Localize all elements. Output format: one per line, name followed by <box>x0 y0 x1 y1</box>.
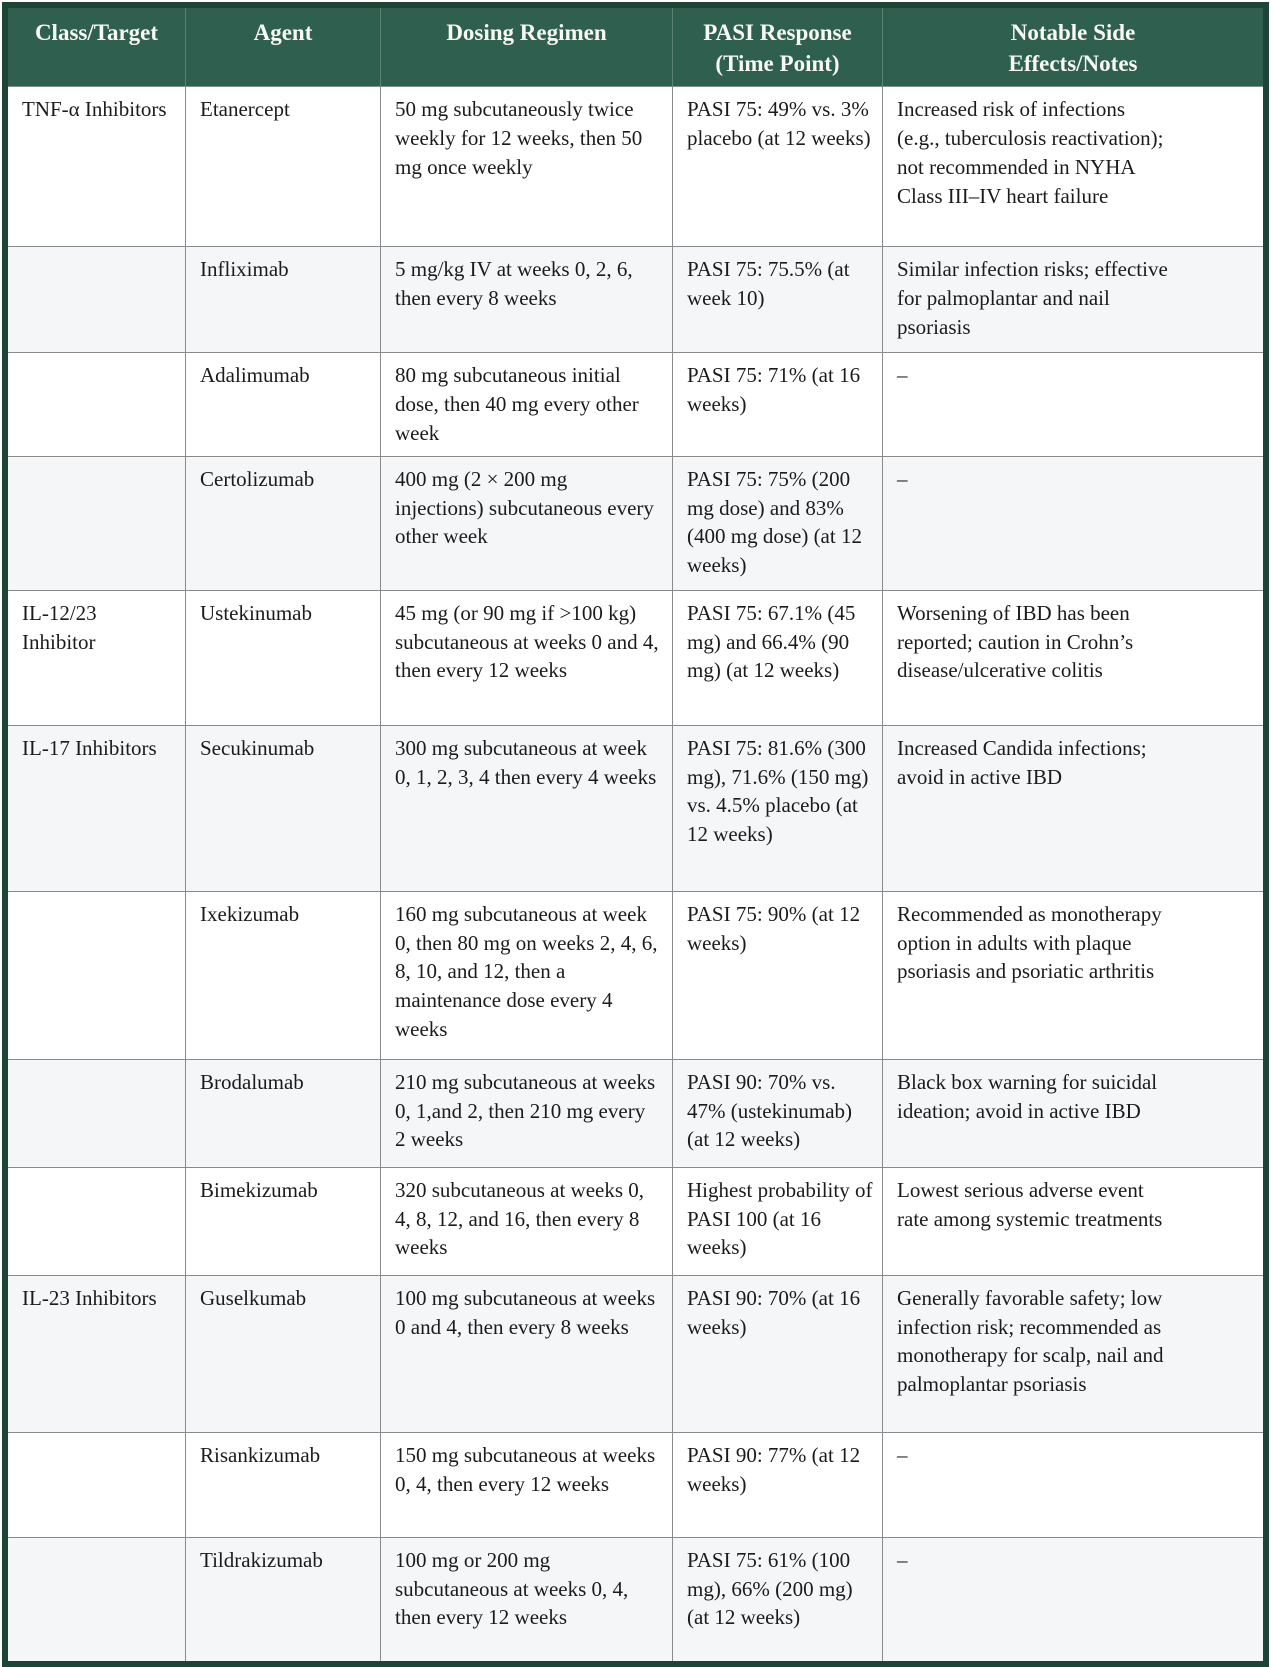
dosing-cell: 400 mg (2 × 200 mg injections) subcutaneous every other week <box>381 457 673 590</box>
pasi-cell: PASI 90: 77% (at 12 weeks) <box>673 1433 883 1537</box>
agent-cell: Ustekinumab <box>186 591 381 725</box>
agent-cell: Tildrakizumab <box>186 1538 381 1661</box>
notes-cell: Increased risk of infections (e.g., tuberculosis reactivation); not recommended in NYHA Class III–IV heart failure <box>897 96 1164 208</box>
pasi-cell: PASI 75: 75.5% (at week 10) <box>673 247 883 352</box>
table-row <box>8 891 1263 1059</box>
pasi-cell: PASI 90: 70% (at 16 weeks) <box>673 1276 883 1432</box>
notes-cell: Recommended as monotherapy option in adults with plaque psoriasis and psoriatic arthritis <box>897 901 1162 984</box>
notes-cell: Generally favorable safety; low infection risk; recommended as monotherapy for scalp, nail and palmoplantar psoriasis <box>897 1285 1164 1397</box>
notes-cell: – <box>897 362 908 387</box>
class-target-cell <box>8 1168 186 1275</box>
class-target-cell <box>8 247 186 352</box>
agent-cell: Infliximab <box>186 247 381 352</box>
pasi-cell: PASI 90: 70% vs. 47% (ustekinumab) (at 12 weeks) <box>673 1060 883 1167</box>
class-target-cell: IL-12/23 Inhibitor <box>8 591 186 725</box>
dosing-cell: 320 subcutaneous at weeks 0, 4, 8, 12, and 16, then every 8 weeks <box>381 1168 673 1275</box>
dosing-cell: 150 mg subcutaneous at weeks 0, 4, then every 12 weeks <box>381 1433 673 1537</box>
class-target-cell: IL-17 Inhibitors <box>8 726 186 891</box>
header-line: PASI Response <box>703 20 852 45</box>
class-target-cell <box>8 1538 186 1661</box>
header-line: Dosing Regimen <box>446 20 607 45</box>
agent-cell: Brodalumab <box>186 1060 381 1167</box>
class-target-cell <box>8 1433 186 1537</box>
notes-cell: Worsening of IBD has been reported; caution in Crohn’s disease/ulcerative colitis <box>897 600 1134 683</box>
pasi-cell: Highest probability of PASI 100 (at 16 weeks) <box>673 1168 883 1275</box>
class-target-cell <box>8 1060 186 1167</box>
table-row <box>8 456 1263 590</box>
class-target-cell <box>8 892 186 1059</box>
agent-cell: Risankizumab <box>186 1433 381 1537</box>
class-target-cell <box>8 353 186 456</box>
table-row <box>8 1275 1263 1432</box>
notes-cell: – <box>897 1547 908 1572</box>
dosing-cell: 160 mg subcutaneous at week 0, then 80 mg on weeks 2, 4, 6, 8, 10, and 12, then a maintenance dose every 4 weeks <box>381 892 673 1059</box>
header-line: Effects/Notes <box>1008 50 1138 76</box>
notes-cell: – <box>897 466 908 491</box>
header-agent <box>186 8 381 86</box>
header-line: Class/Target <box>34 20 159 45</box>
pasi-cell: PASI 75: 61% (100 mg), 66% (200 mg) (at 12 weeks) <box>673 1538 883 1661</box>
pasi-cell: PASI 75: 75% (200 mg dose) and 83% (400 mg dose) (at 12 weeks) <box>673 457 883 590</box>
table-row <box>8 1167 1263 1275</box>
agent-cell: Guselkumab <box>186 1276 381 1432</box>
dosing-cell: 300 mg subcutaneous at week 0, 1, 2, 3, 4 then every 4 weeks <box>381 726 673 891</box>
agent-cell: Etanercept <box>186 87 381 246</box>
dosing-cell: 5 mg/kg IV at weeks 0, 2, 6, then every 8 weeks <box>381 247 673 352</box>
pasi-cell: PASI 75: 90% (at 12 weeks) <box>673 892 883 1059</box>
agent-cell: Adalimumab <box>186 353 381 456</box>
agent-cell: Bimekizumab <box>186 1168 381 1275</box>
agent-cell: Secukinumab <box>186 726 381 891</box>
header-class-target <box>8 8 186 86</box>
dosing-cell: 100 mg subcutaneous at weeks 0 and 4, then every 8 weeks <box>381 1276 673 1432</box>
notes-cell: Black box warning for suicidal ideation; avoid in active IBD <box>897 1069 1158 1123</box>
header-side-effects <box>883 8 1263 86</box>
pasi-cell: PASI 75: 67.1% (45 mg) and 66.4% (90 mg) (at 12 weeks) <box>673 591 883 725</box>
dosing-cell: 45 mg (or 90 mg if >100 kg) subcutaneous at weeks 0 and 4, then every 12 weeks <box>381 591 673 725</box>
header-line: (Time Point) <box>715 50 840 76</box>
header-row <box>8 8 1263 86</box>
notes-cell: – <box>897 1442 908 1467</box>
table-row <box>8 1059 1263 1167</box>
pasi-cell: PASI 75: 71% (at 16 weeks) <box>673 353 883 456</box>
header-pasi-response <box>673 8 883 86</box>
pasi-cell: PASI 75: 81.6% (300 mg), 71.6% (150 mg) vs. 4.5% placebo (at 12 weeks) <box>673 726 883 891</box>
class-target-cell: IL-23 Inhibitors <box>8 1276 186 1432</box>
agent-cell: Certolizumab <box>186 457 381 590</box>
dosing-cell: 210 mg subcutaneous at weeks 0, 1,and 2, then 210 mg every 2 weeks <box>381 1060 673 1167</box>
notes-cell: Increased Candida infections; avoid in active IBD <box>897 735 1147 789</box>
table-row <box>8 246 1263 352</box>
agent-cell: Ixekizumab <box>186 892 381 1059</box>
class-target-cell: TNF-α Inhibitors <box>8 87 186 246</box>
clinical-table <box>2 2 1269 1667</box>
table-row <box>8 590 1263 725</box>
table-row <box>8 725 1263 891</box>
pasi-cell: PASI 75: 49% vs. 3% placebo (at 12 weeks) <box>673 87 883 246</box>
table-row <box>8 1432 1263 1537</box>
header-line: Agent <box>253 20 313 45</box>
header-line: Notable Side <box>1010 20 1136 45</box>
class-target-cell <box>8 457 186 590</box>
header-dosing-regimen <box>381 8 673 86</box>
dosing-cell: 100 mg or 200 mg subcutaneous at weeks 0, 4, then every 12 weeks <box>381 1538 673 1661</box>
dosing-cell: 80 mg subcutaneous initial dose, then 40 mg every other week <box>381 353 673 456</box>
table-row <box>8 1537 1263 1661</box>
table-row <box>8 86 1263 246</box>
notes-cell: Similar infection risks; effective for palmoplantar and nail psoriasis <box>897 256 1168 339</box>
dosing-cell: 50 mg subcutaneously twice weekly for 12 weeks, then 50 mg once weekly <box>381 87 673 246</box>
notes-cell: Lowest serious adverse event rate among systemic treatments <box>897 1177 1163 1231</box>
table-row <box>8 352 1263 456</box>
